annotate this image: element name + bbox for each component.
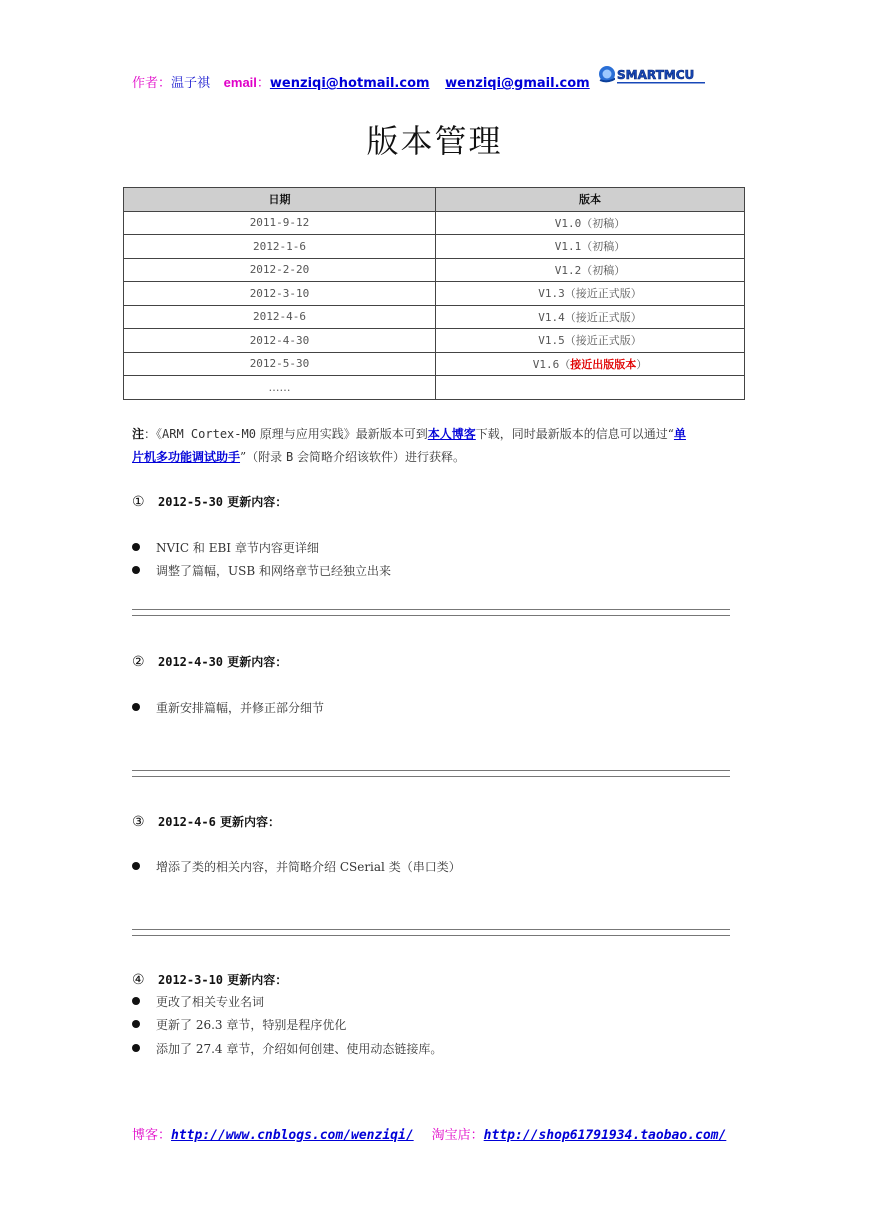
date-cell: 2012-3-10	[124, 282, 436, 306]
email-colon: ：	[256, 75, 270, 90]
email-link-hotmail[interactable]: wenziqi@hotmail.com	[269, 76, 430, 91]
section-heading: ④ 2012-3-10 更新内容：	[132, 972, 288, 988]
version-cell: V1.5（接近正式版）	[436, 329, 745, 353]
version-table	[123, 187, 745, 400]
date-cell: 2011-9-12	[124, 211, 436, 235]
blog-label: 博客：	[132, 1128, 172, 1143]
date-cell: 2012-5-30	[124, 352, 436, 376]
blog-link[interactable]: 本人博客	[427, 427, 476, 441]
list-item: 重新安排篇幅，并修正部分细节	[132, 699, 324, 716]
page-title: 版本管理	[366, 122, 503, 160]
highlight-status: 接近出版版本	[570, 357, 637, 371]
bullet-icon	[132, 1020, 140, 1028]
table-row	[124, 282, 745, 306]
version-cell: V1.1（初稿）	[436, 235, 745, 259]
version-cell: V1.0（初稿）	[436, 211, 745, 235]
version-cell: V1.2（初稿）	[436, 258, 745, 282]
bullet-icon	[132, 703, 140, 711]
list-item: 增添了类的相关内容，并简略介绍 CSerial 类（串口类）	[132, 858, 461, 875]
author-label: 作者：	[132, 75, 172, 90]
version-cell: V1.3（接近正式版）	[436, 282, 745, 306]
bullet-icon	[132, 862, 140, 870]
section-heading: ③ 2012-4-6 更新内容：	[132, 814, 280, 830]
table-header-row	[124, 188, 745, 212]
table-row	[124, 211, 745, 235]
shop-label: 淘宝店：	[431, 1128, 484, 1143]
bullet-icon	[132, 997, 140, 1005]
shop-url-link[interactable]: http://shop61791934.taobao.com/	[483, 1128, 727, 1143]
date-cell: 2012-2-20	[124, 258, 436, 282]
date-cell: 2012-4-6	[124, 305, 436, 329]
author-header	[132, 72, 590, 91]
logo-text: SMARTMCU	[617, 68, 695, 82]
smartmcu-logo	[597, 62, 709, 86]
table-row	[124, 352, 745, 376]
version-cell: V1.4（接近正式版）	[436, 305, 745, 329]
list-item: 调整了篇幅，USB 和网络章节已经独立出来	[132, 562, 391, 579]
section-divider	[132, 770, 730, 777]
column-header-date: 日期	[124, 188, 436, 212]
table-row	[124, 376, 745, 400]
bullet-icon	[132, 566, 140, 574]
note-paragraph: 注：《ARM Cortex-M0 原理与应用实践》最新版本可到本人博客下载，同时最新版本的信息可以通过“单 片机多功能调试助手”（附录 B 会简略介绍该软件）进行获释。	[132, 427, 686, 464]
blog-url-link[interactable]: http://www.cnblogs.com/wenziqi/	[171, 1128, 414, 1143]
bullet-icon	[132, 1044, 140, 1052]
tool-link[interactable]: 单 片机多功能调试助手	[132, 427, 686, 464]
list-item: 更改了相关专业名词	[132, 993, 264, 1010]
note-label: 注	[132, 427, 145, 441]
table-row	[124, 329, 745, 353]
table-row	[124, 258, 745, 282]
table-row	[124, 235, 745, 259]
email-link-gmail[interactable]: wenziqi@gmail.com	[445, 76, 590, 91]
version-cell	[436, 376, 745, 400]
date-cell: 2012-1-6	[124, 235, 436, 259]
section-divider	[132, 609, 730, 616]
section-heading: ② 2012-4-30 更新内容：	[132, 654, 288, 670]
version-cell: V1.6（接近出版版本）	[436, 352, 745, 376]
date-cell: ……	[124, 376, 436, 400]
list-item: 添加了 27.4 章节，介绍如何创建、使用动态链接库。	[132, 1040, 442, 1057]
footer	[132, 1124, 726, 1143]
email-label: email	[223, 75, 257, 90]
author-name: 温子祺	[171, 75, 211, 90]
bullet-icon	[132, 543, 140, 551]
section-heading: ① 2012-5-30 更新内容：	[132, 494, 288, 510]
column-header-version: 版本	[436, 188, 745, 212]
section-divider	[132, 929, 730, 936]
date-cell: 2012-4-30	[124, 329, 436, 353]
table-row	[124, 305, 745, 329]
list-item: 更新了 26.3 章节，特别是程序优化	[132, 1016, 346, 1033]
list-item: NVIC 和 EBI 章节内容更详细	[132, 539, 319, 556]
